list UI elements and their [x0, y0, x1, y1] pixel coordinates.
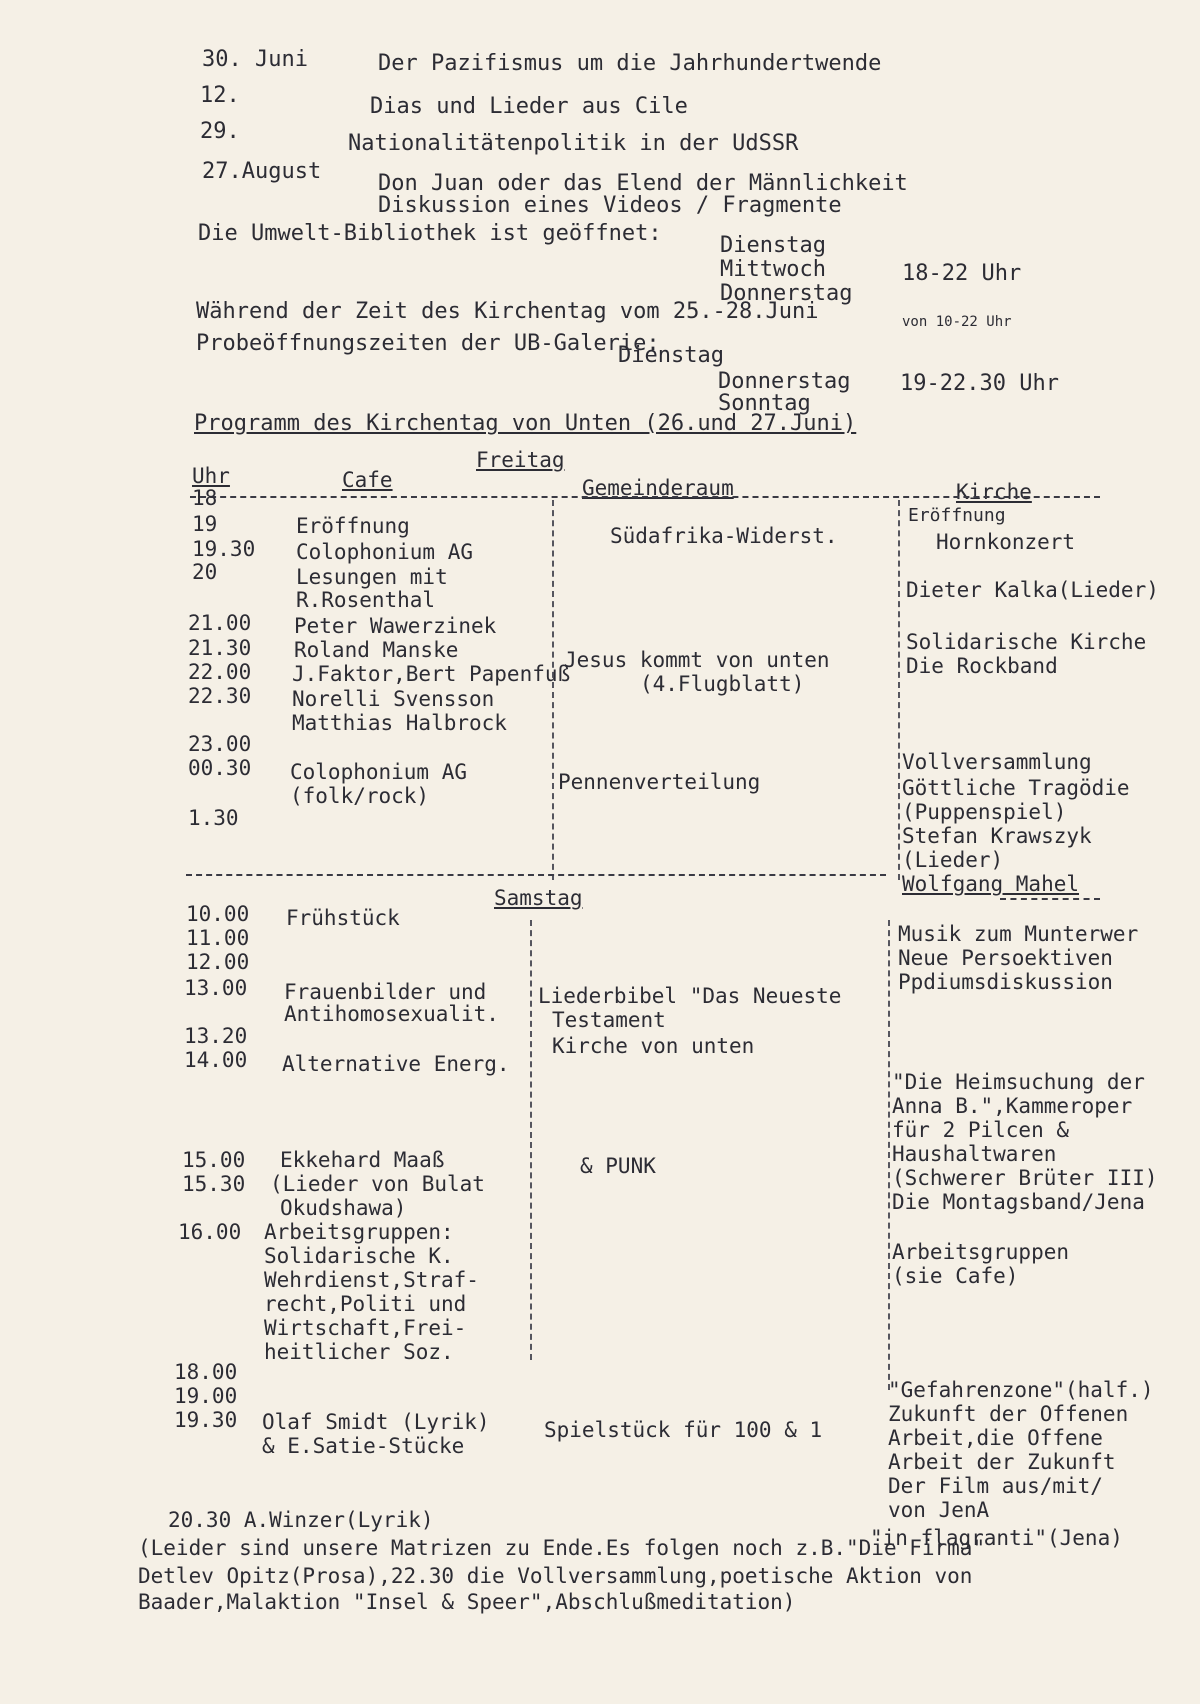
fri-time: 22.00 [188, 660, 252, 684]
fri-cafe-item: Colophonium AG [290, 760, 468, 784]
library-day-1: Dienstag [720, 233, 826, 258]
sat-cafe-item: Frühstück [286, 906, 400, 930]
kirchentag-hours: von 10-22 Uhr [902, 314, 1012, 330]
friday-divider-2 [898, 500, 900, 880]
fri-time: 23.00 [188, 732, 252, 756]
sat-cafe-item: recht,Politi und [264, 1292, 467, 1316]
fri-time: 20 [192, 560, 218, 584]
fri-kirche-item: Die Rockband [906, 654, 1058, 678]
sat-kirche-item: Anna B.",Kammeroper [892, 1094, 1133, 1118]
event-title-4b: Diskussion eines Videos / Fragmente [378, 193, 842, 218]
fri-cafe-item: J.Faktor,Bert Papenfuß [292, 662, 571, 686]
fri-cafe-item: Norelli Svensson [292, 687, 495, 711]
sat-kirche-item: Ppdiumsdiskussion [898, 970, 1113, 994]
fri-gemeinde-item: Südafrika-Widerst. [610, 524, 838, 548]
col-header-cafe: Cafe [342, 468, 393, 492]
friday-header-rule [190, 496, 1100, 498]
event-date-1: 30. Juni [202, 47, 308, 72]
sat-kirche-item: Arbeit der Zukunft [888, 1450, 1116, 1474]
sat-cafe-item: Antihomosexualit. [284, 1002, 499, 1026]
fri-time: 19.30 [192, 537, 256, 561]
fri-cafe-item: Colophonium AG [296, 540, 474, 564]
friday-divider-1 [552, 500, 554, 880]
fri-kirche-item: Vollversammlung [902, 750, 1092, 774]
program-title: Programm des Kirchentag von Unten (26.und 27.Juni) [194, 411, 857, 436]
footer-line-1: 20.30 A.Winzer(Lyrik) [168, 1508, 434, 1532]
footer-line-4: Baader,Malaktion "Insel & Speer",Abschlußmeditation) [138, 1590, 796, 1614]
day-friday: Freitag [476, 448, 565, 472]
sat-cafe-item: Solidarische K. [264, 1244, 454, 1268]
gallery-hours: 19-22.30 Uhr [900, 371, 1059, 396]
fri-time: 00.30 [188, 756, 252, 780]
sat-time: 18.00 [174, 1360, 238, 1384]
saturday-rule-left [186, 874, 886, 876]
sat-gemeinde-item: Testament [552, 1008, 666, 1032]
fri-kirche-item: Wolfgang Mahel [902, 872, 1080, 896]
fri-cafe-item: Matthias Halbrock [292, 711, 507, 735]
fri-cafe-item: Lesungen mit [296, 565, 448, 589]
sat-time: 11.00 [186, 926, 250, 950]
event-date-3: 29. [200, 119, 240, 144]
sat-cafe-item: Arbeitsgruppen: [264, 1220, 454, 1244]
library-day-3: Donnerstag [720, 281, 853, 306]
sat-kirche-item: Haushaltwaren [892, 1142, 1057, 1166]
sat-time: 19.00 [174, 1384, 238, 1408]
event-date-4: 27.August [202, 159, 322, 184]
sat-gemeinde-item: Liederbibel "Das Neueste [538, 984, 842, 1008]
event-date-2: 12. [200, 83, 240, 108]
sat-kirche-item: Zukunft der Offenen [888, 1402, 1129, 1426]
sat-gemeinde-item: Kirche von unten [552, 1034, 755, 1058]
gallery-day-1: Dienstag [618, 343, 724, 368]
saturday-rule-right [1000, 898, 1100, 900]
fri-time: 21.00 [188, 611, 252, 635]
fri-kirche-item: Stefan Krawszyk [902, 824, 1092, 848]
fri-cafe-item: R.Rosenthal [296, 588, 436, 612]
fri-time: 21.30 [188, 636, 252, 660]
sat-kirche-item: von JenA [888, 1498, 990, 1522]
gallery-day-3: Sonntag [718, 391, 811, 416]
fri-gemeinde-item: (4.Flugblatt) [640, 672, 805, 696]
sat-time: 10.00 [186, 902, 250, 926]
saturday-divider-2 [888, 920, 890, 1390]
footer-line-1b: "in flagranti"(Jena) [870, 1526, 1123, 1550]
sat-cafe-item: Alternative Energ. [282, 1052, 510, 1076]
sat-cafe-item: Olaf Smidt (Lyrik) [262, 1410, 490, 1434]
sat-kirche-item: "Die Heimsuchung der [892, 1070, 1145, 1094]
sat-gemeinde-item: Spielstück für 100 & 1 [544, 1418, 823, 1442]
footer-line-3: Detlev Opitz(Prosa),22.30 die Vollversammlung,poetische Aktion von [138, 1564, 973, 1588]
sat-cafe-item: Ekkehard Maaß [280, 1148, 445, 1172]
library-text: Die Umwelt-Bibliothek ist geöffnet: [198, 221, 662, 246]
col-header-kirche: Kirche [956, 480, 1032, 504]
fri-cafe-item: Peter Wawerzinek [294, 614, 497, 638]
sat-gemeinde-item: & PUNK [580, 1154, 656, 1178]
event-title-3: Nationalitätenpolitik in der UdSSR [348, 131, 799, 156]
fri-time: 18 [192, 486, 218, 510]
event-title-2: Dias und Lieder aus Cile [370, 94, 688, 119]
sat-cafe-item: Frauenbilder und [284, 980, 487, 1004]
library-hours: 18-22 Uhr [902, 261, 1022, 286]
fri-kirche-item: Göttliche Tragödie [902, 776, 1130, 800]
sat-time: 13.20 [184, 1024, 248, 1048]
sat-cafe-item: (Lieder von Bulat [270, 1172, 485, 1196]
gallery-day-2: Donnerstag [718, 369, 851, 394]
sat-time: 14.00 [184, 1048, 248, 1072]
fri-kirche-item: (Puppenspiel) [902, 800, 1067, 824]
sat-kirche-item: Neue Persoektiven [898, 946, 1113, 970]
sat-kirche-item: (sie Cafe) [892, 1264, 1019, 1288]
fri-cafe-item: (folk/rock) [290, 784, 430, 808]
fri-kirche-item: Dieter Kalka(Lieder) [906, 578, 1159, 602]
fri-gemeinde-item: Pennenverteilung [558, 770, 761, 794]
fri-kirche-item: (Lieder) [902, 848, 1004, 872]
fri-time: 1.30 [188, 806, 239, 830]
sat-cafe-item: & E.Satie-Stücke [262, 1434, 465, 1458]
fri-kirche-item: Hornkonzert [936, 530, 1076, 554]
fri-kirche-item: Solidarische Kirche [906, 630, 1147, 654]
sat-kirche-item: "Gefahrenzone"(half.) [888, 1378, 1154, 1402]
sat-time: 16.00 [178, 1220, 242, 1244]
sat-kirche-item: Die Montagsband/Jena [892, 1190, 1145, 1214]
sat-cafe-item: heitlicher Soz. [264, 1340, 454, 1364]
sat-time: 15.30 [182, 1172, 246, 1196]
kirchentag-text: Während der Zeit des Kirchentag vom 25.-28.Juni [196, 299, 819, 324]
sat-kirche-item: Arbeit,die Offene [888, 1426, 1103, 1450]
sat-kirche-item: Arbeitsgruppen [892, 1240, 1070, 1264]
sat-time: 15.00 [182, 1148, 246, 1172]
fri-time: 19 [192, 512, 218, 536]
fri-kirche-item: Eröffnung [908, 505, 1006, 526]
fri-time: 22.30 [188, 684, 252, 708]
sat-kirche-item: Musik zum Munterwer [898, 922, 1139, 946]
col-header-gemeinde: Gemeinderaum [582, 476, 734, 500]
sat-time: 19.30 [174, 1408, 238, 1432]
col-header-uhr: Uhr [192, 464, 230, 488]
event-title-4: Don Juan oder das Elend der Männlichkeit [378, 171, 908, 196]
fri-cafe-item: Eröffnung [296, 514, 410, 538]
gallery-text: Probeöffnungszeiten der UB-Galerie: [196, 331, 660, 356]
sat-kirche-item: für 2 Pilcen & [892, 1118, 1070, 1142]
sat-cafe-item: Wirtschaft,Frei- [264, 1316, 467, 1340]
saturday-divider-1 [530, 920, 532, 1360]
sat-kirche-item: Der Film aus/mit/ [888, 1474, 1103, 1498]
sat-cafe-item: Okudshawa) [280, 1196, 407, 1220]
event-title-1: Der Pazifismus um die Jahrhundertwende [378, 51, 882, 76]
day-saturday: Samstag [494, 886, 583, 910]
fri-cafe-item: Roland Manske [294, 638, 459, 662]
library-day-2: Mittwoch [720, 257, 826, 282]
sat-cafe-item: Wehrdienst,Straf- [264, 1268, 479, 1292]
sat-time: 13.00 [184, 976, 248, 1000]
footer-line-2: (Leider sind unsere Matrizen zu Ende.Es folgen noch z.B."Die Firma" [138, 1536, 986, 1560]
sat-kirche-item: (Schwerer Brüter III) [892, 1166, 1158, 1190]
fri-gemeinde-item: Jesus kommt von unten [564, 648, 830, 672]
sat-time: 12.00 [186, 950, 250, 974]
